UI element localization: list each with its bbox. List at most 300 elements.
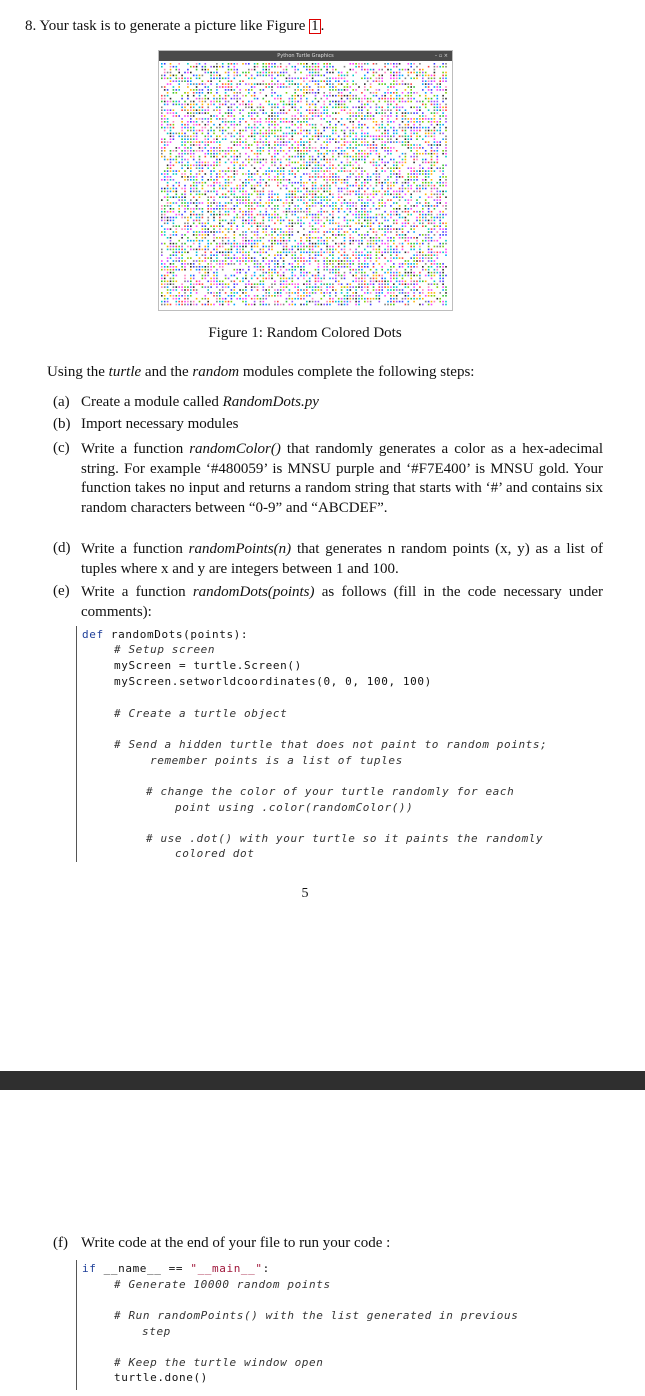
dot [202,249,204,251]
dot [184,138,186,140]
dot [318,80,320,82]
dot [344,109,346,111]
dot [199,150,201,152]
dot [231,112,233,114]
dot [387,162,389,164]
dot [370,83,372,85]
dot [274,112,276,114]
dot [410,237,412,239]
dot [399,196,401,198]
dot [413,283,415,285]
dot [329,89,331,91]
dot [332,127,334,129]
dot [289,150,291,152]
dot [402,136,404,138]
dot [248,281,250,283]
dot [384,283,386,285]
dot [370,136,372,138]
dot [315,257,317,259]
dot [387,252,389,254]
dot [326,98,328,100]
dot [289,80,291,82]
dot [402,107,404,109]
dot [402,223,404,225]
window-controls[interactable]: – ▫ × [434,53,448,59]
dot [352,107,354,109]
dot [399,63,401,65]
dot [225,83,227,85]
dot [196,179,198,181]
dot [318,191,320,193]
dot [445,144,447,146]
dot [338,75,340,77]
dot [248,144,250,146]
dot [413,78,415,80]
dot [329,138,331,140]
dot [393,98,395,100]
dot [344,286,346,288]
dot [431,272,433,274]
dot [297,217,299,219]
dot [373,286,375,288]
dot [347,185,349,187]
dot [425,179,427,181]
dot [265,133,267,135]
dot [422,289,424,291]
dot [425,127,427,129]
dot [419,295,421,297]
dot [419,109,421,111]
dot [309,257,311,259]
dot [219,217,221,219]
dot [410,196,412,198]
dot [445,228,447,230]
dot [294,101,296,103]
dot [248,156,250,158]
dot [381,228,383,230]
dot [181,156,183,158]
dot [277,179,279,181]
dot [292,254,294,256]
dot [326,72,328,74]
dot [381,121,383,123]
dot [196,176,198,178]
dot [434,86,436,88]
dot [234,289,236,291]
dot [190,188,192,190]
dot [210,115,212,117]
dot [251,275,253,277]
dot [376,80,378,82]
dot [187,130,189,132]
dot [393,223,395,225]
dot [205,272,207,274]
dot [263,191,265,193]
dot [239,141,241,143]
dot [265,130,267,132]
dot [196,130,198,132]
dot [190,278,192,280]
dot [184,141,186,143]
dot [387,176,389,178]
dot [219,220,221,222]
dot [355,162,357,164]
dot [239,121,241,123]
dot [396,78,398,80]
dot [205,257,207,259]
dot [384,182,386,184]
dot [213,133,215,135]
dot [277,130,279,132]
dot [405,220,407,222]
dot [236,249,238,251]
dot [419,170,421,172]
dot [196,167,198,169]
dot [277,185,279,187]
dot [283,278,285,280]
dot [216,237,218,239]
dot [315,136,317,138]
dot [164,275,166,277]
dot [326,80,328,82]
dot [321,185,323,187]
dot [207,292,209,294]
dot [350,249,352,251]
dot [335,112,337,114]
dot [225,196,227,198]
dot [190,165,192,167]
dot [445,127,447,129]
dot [387,237,389,239]
dot [280,292,282,294]
dot [300,124,302,126]
dot [419,115,421,117]
dot [286,188,288,190]
dot [321,69,323,71]
dot [173,243,175,245]
dot [358,283,360,285]
dot [176,191,178,193]
dot [181,144,183,146]
dot [335,167,337,169]
dot [428,234,430,236]
dot [364,162,366,164]
dot [381,98,383,100]
dot [379,252,381,254]
dot [329,205,331,207]
dot [202,162,204,164]
dot [315,95,317,97]
dot [242,63,244,65]
dot [216,147,218,149]
dot [350,228,352,230]
dot [190,211,192,213]
dot [370,254,372,256]
dot [425,170,427,172]
dot [176,231,178,233]
dot [312,69,314,71]
dot [234,127,236,129]
dot [292,283,294,285]
dot [306,202,308,204]
dot [181,127,183,129]
dot [358,98,360,100]
dot [274,223,276,225]
dot [213,167,215,169]
dot [419,202,421,204]
dot [231,69,233,71]
dot [164,75,166,77]
dot [190,153,192,155]
dot [248,170,250,172]
dot [361,107,363,109]
dot [300,246,302,248]
dot [326,188,328,190]
dot [199,118,201,120]
dot [306,292,308,294]
dot [248,127,250,129]
dot [181,104,183,106]
dot [289,196,291,198]
dot [408,240,410,242]
dot [245,182,247,184]
dot [376,214,378,216]
dot [239,249,241,251]
dot [315,292,317,294]
dot [338,72,340,74]
dot [344,130,346,132]
dot [352,286,354,288]
dot [292,124,294,126]
dot [428,289,430,291]
dot [367,144,369,146]
dot [341,254,343,256]
dot [387,130,389,132]
dot [384,165,386,167]
dot [373,249,375,251]
dot [274,63,276,65]
dot [294,156,296,158]
dot [164,176,166,178]
dot [384,211,386,213]
dot [393,136,395,138]
dot [303,252,305,254]
dot [437,156,439,158]
dot [358,115,360,117]
dot [286,80,288,82]
dot [219,281,221,283]
dot [318,231,320,233]
dot [207,167,209,169]
dot [376,167,378,169]
dot [161,217,163,219]
dot [315,176,317,178]
dot [300,89,302,91]
dot [292,104,294,106]
dot [309,292,311,294]
dot [190,246,192,248]
dot [176,269,178,271]
dot [344,252,346,254]
dot [341,130,343,132]
dot [350,141,352,143]
dot [213,182,215,184]
dot [236,243,238,245]
dot [399,194,401,196]
dot [254,78,256,80]
dot [381,138,383,140]
dot [184,196,186,198]
dot [344,95,346,97]
dot [239,133,241,135]
dot [381,199,383,201]
dot [405,217,407,219]
dot [326,220,328,222]
dot [329,223,331,225]
dot [173,269,175,271]
dot [268,205,270,207]
dot [245,104,247,106]
dot [225,263,227,265]
dot [184,205,186,207]
dot [173,234,175,236]
dot [294,214,296,216]
dot [303,92,305,94]
dot [442,185,444,187]
dot [161,86,163,88]
dot [248,78,250,80]
dot [338,228,340,230]
dot [425,98,427,100]
dot [413,118,415,120]
dot [164,298,166,300]
dot [297,63,299,65]
dot [286,243,288,245]
dot [318,252,320,254]
dot [390,188,392,190]
dot [196,112,198,114]
dot [399,101,401,103]
dot [387,281,389,283]
dot [190,130,192,132]
dot [164,188,166,190]
dot [410,228,412,230]
dot [431,237,433,239]
dot [263,237,265,239]
dot [390,170,392,172]
dot [245,144,247,146]
dot [167,228,169,230]
dot [306,109,308,111]
dot [245,165,247,167]
dot [396,289,398,291]
dot [263,159,265,161]
dot [315,124,317,126]
figure-ref-link[interactable]: 1 [311,18,319,34]
dot [344,150,346,152]
dot [358,254,360,256]
dot [297,144,299,146]
dot [248,107,250,109]
dot [306,133,308,135]
dot [292,66,294,68]
dot [318,237,320,239]
dot [263,188,265,190]
dot [289,202,291,204]
dot [364,69,366,71]
dot [202,80,204,82]
dot [312,159,314,161]
dot [234,124,236,126]
dot [297,170,299,172]
dot [312,231,314,233]
dot [387,228,389,230]
dot [236,86,238,88]
dot [306,252,308,254]
dot [164,295,166,297]
dot [315,162,317,164]
dot [361,104,363,106]
dot [416,188,418,190]
dot [402,83,404,85]
dot [437,83,439,85]
dot [263,144,265,146]
dot [439,237,441,239]
dot [254,92,256,94]
dot [260,254,262,256]
dot [260,118,262,120]
dot [303,243,305,245]
dot [268,115,270,117]
dot [225,252,227,254]
dot [326,249,328,251]
dot [173,165,175,167]
dot [260,72,262,74]
dot [283,234,285,236]
dot [399,83,401,85]
dot [207,196,209,198]
dot [413,266,415,268]
dot [422,223,424,225]
dot [225,89,227,91]
dot [309,295,311,297]
dot [193,275,195,277]
dot [431,156,433,158]
dot [257,115,259,117]
dot [347,165,349,167]
dot [434,263,436,265]
dot [309,281,311,283]
dot [335,95,337,97]
dot [280,165,282,167]
dot [396,252,398,254]
dot [205,112,207,114]
dot [355,275,357,277]
dot [373,278,375,280]
dot [292,252,294,254]
dot [352,133,354,135]
dot [245,214,247,216]
dot [274,214,276,216]
dot [431,292,433,294]
dot [358,86,360,88]
dot [274,130,276,132]
dot [248,269,250,271]
dot [370,220,372,222]
dot [370,194,372,196]
dot [289,182,291,184]
dot [355,153,357,155]
